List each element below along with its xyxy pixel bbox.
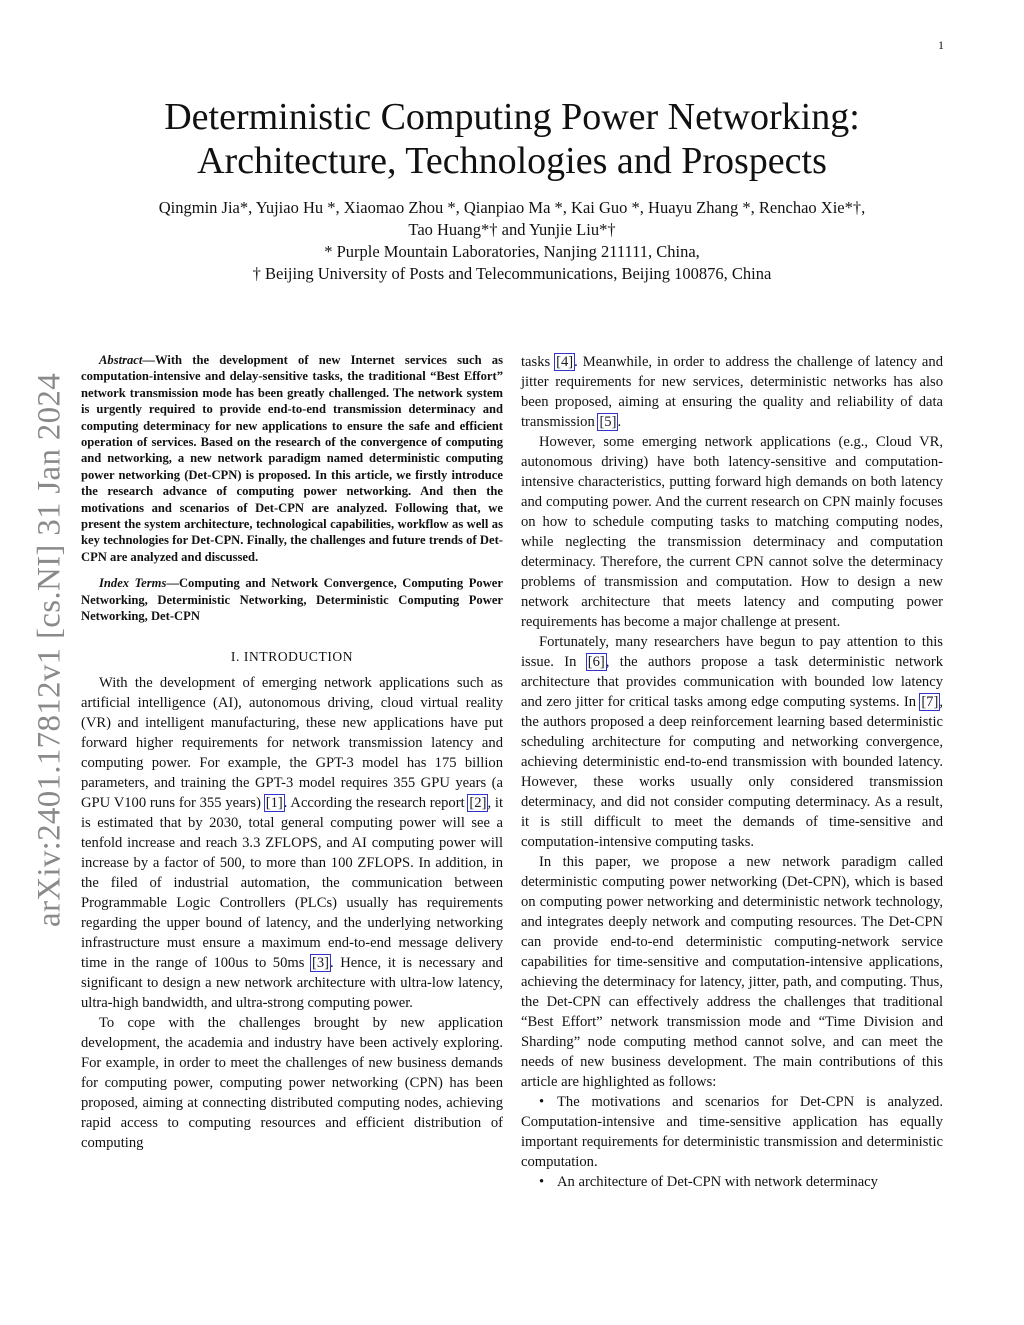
right-paragraph-3 [521,632,943,852]
bullet-dot-icon: • [539,1174,545,1190]
bullet-text: The motivations and scenarios for Det-CPN is analyzed. Computation-intensive and time-sensitive application has equally important requirements for deterministic transmission and deterministic computation. [521,1094,943,1170]
bullet-dot-icon: • [539,1094,545,1110]
abstract-label: Abstract [99,353,143,367]
citation-link-2[interactable]: [2] [469,794,487,811]
text-span: With the development of emerging network applications such as artificial intelligence (AI), autonomous driving, cloud virtual reality (VR) and intelligent manufacturing, these new applications have put forward higher requirements for network transmission latency and computing power. For example, the GPT-3 model has 175 billion parameters, and training the GPT-3 model requires 355 GPU years (a GPU V100 runs for 355 years) [81,674,503,811]
page-number: 1 [938,38,944,52]
text-span: tasks [521,354,556,370]
contribution-bullet-2 [521,1172,943,1192]
abstract [81,352,503,565]
citation-link-1[interactable]: [1] [265,794,283,811]
text-span: , the authors proposed a deep reinforcement learning based deterministic scheduling architecture for computing and networking convergence, achieving deterministic end-to-end transmission with bounded latency. However, these works usually only considered transmission determinacy, and did not consider computing determinacy. As a result, it is still difficult to meet the demands of time-sensitive and computation-intensive computing tasks. [521,694,943,850]
right-paragraph-4: In this paper, we propose a new network paradigm called deterministic computing power networking (Det-CPN), which is based on computing power networking and deterministic network technology, and integrates deeply network and computing resources. The Det-CPN can provide end-to-end deterministic computing-network service capabilities for time-sensitive and computation-intensive applications, achieving the determinacy for latency, jitter, path, and computing. Thus, the Det-CPN can effectively address the challenges that traditional “Best Effort” network transmission mode and “Time Division and Sharding” node computing method cannot solve, and can meet the needs of new business development. The main contributions of this article are highlighted as follows: [521,854,943,1090]
affiliation-1: * Purple Mountain Laboratories, Nanjing 211111, China, [324,242,700,261]
text-span: . Meanwhile, in order to address the challenge of latency and jitter requirements for new services, deterministic networks has also been proposed, aiming at ensuring the quality and reliability of data transmission [521,354,943,430]
bullet-text: An architecture of Det-CPN with network determinacy [557,1174,878,1190]
right-paragraph-2: However, some emerging network applications (e.g., Cloud VR, autonomous driving) have both latency-sensitive and computation-intensive characteristics, putting forward high demands on both latency and computing power. And the current research on CPN mainly focuses on how to schedule computing tasks to matching computing nodes, while neglecting the transmission determinacy and computation determinacy. Therefore, the current CPN cannot solve the determinacy problems of transmission and computation. How to design a new network architecture that meets latency and computing power requirements has become a major challenge at present. [521,434,943,630]
text-span: Fortunately, many researchers have begun to pay attention to this issue. In [521,634,943,670]
affiliation-2: † Beijing University of Posts and Telecommunications, Beijing 100876, China [252,264,772,283]
arxiv-stamp: arXiv:2401.17812v1 [cs.NI] 31 Jan 2024 [31,373,68,927]
intro-paragraph-2: To cope with the challenges brought by new application development, the academia and industry have been actively exploring. For example, in order to meet the challenges of new business demands for computing power, computing power networking (CPN) has been proposed, aiming at connecting distributed computing nodes, achieving rapid access to computing resources and efficient distribution of computing [81,1014,503,1151]
title-line-1: Deterministic Computing Power Networking: [164,96,860,138]
index-terms-text: —Computing and Network Convergence, Computing Power Networking, Deterministic Networking, Deterministic Computing Power Networking, Det-CPN [81,576,503,624]
contribution-bullet-1 [521,1092,943,1172]
text-span: , it is estimated that by 2030, total general computing power will see a tenfold increase and reach 3.3 ZFLOPS, and AI computing power will increase by a factor of 500, to more than 100 ZFLOPS. In addition, in the filed of industrial automation, the communication between Programmable Logic Controllers (PLCs) usually has requirements regarding the upper bound of latency, and the underlying networking infrastructure must ensure a maximum end-to-end message delivery time in the range of 100us to 50ms [81,794,503,971]
text-span: . [617,414,622,430]
index-terms [81,575,503,624]
authors-line-1: Qingmin Jia*, Yujiao Hu *, Xiaomao Zhou *, Qianpiao Ma *, Kai Guo *, Huayu Zhang *, Renchao Xie*†, [158,198,866,217]
citation-link-4[interactable]: [4] [556,354,574,370]
left-column [81,352,503,1153]
authors-line-2: Tao Huang*† and Yunjie Liu*† [408,220,616,239]
intro-paragraph-1 [81,673,503,1013]
citation-link-6[interactable]: [6] [587,654,605,670]
index-terms-label: Index Terms [99,576,167,591]
text-span: . According the research report [283,794,469,811]
author-block [80,197,944,285]
text-span: , the authors propose a task deterministic network architecture that provides communication with bounded low latency and zero jitter for critical tasks among edge computing systems. In [521,654,943,710]
abstract-text: —With the development of new Internet services such as computation-intensive and delay-sensitive tasks, the traditional “Best Effort” network transmission mode has been greatly challenged. The network system is urgently required to provide end-to-end transmission determinacy and computing determinacy for new applications to ensure the safe and efficient operation of services. Based on the research of the convergence of computing and networking, a new network paradigm named deterministic computing power networking (Det-CPN) is proposed. In this article, we firstly introduce the research advance of computing power networking. And then the motivations and scenarios of Det-CPN are analyzed. Following that, we present the system architecture, technological capabilities, workflow as well as key technologies for Det-CPN. Finally, the challenges and future trends of Det-CPN are analyzed and discussed. [81,353,503,564]
section-heading-introduction: I. INTRODUCTION [230,648,354,664]
citation-link-3[interactable]: [3] [311,954,330,971]
title-line-2: Architecture, Technologies and Prospects [197,140,827,182]
right-column [521,352,943,1192]
right-paragraph-1 [521,352,943,432]
paper-title [80,95,944,183]
citation-link-7[interactable]: [7] [921,694,939,710]
text-span: . Hence, it is necessary and significant to design a new network architecture with ultra-low latency, ultra-high bandwidth, and ultra-strong computing power. [81,954,503,1011]
citation-link-5[interactable]: [5] [599,414,617,430]
